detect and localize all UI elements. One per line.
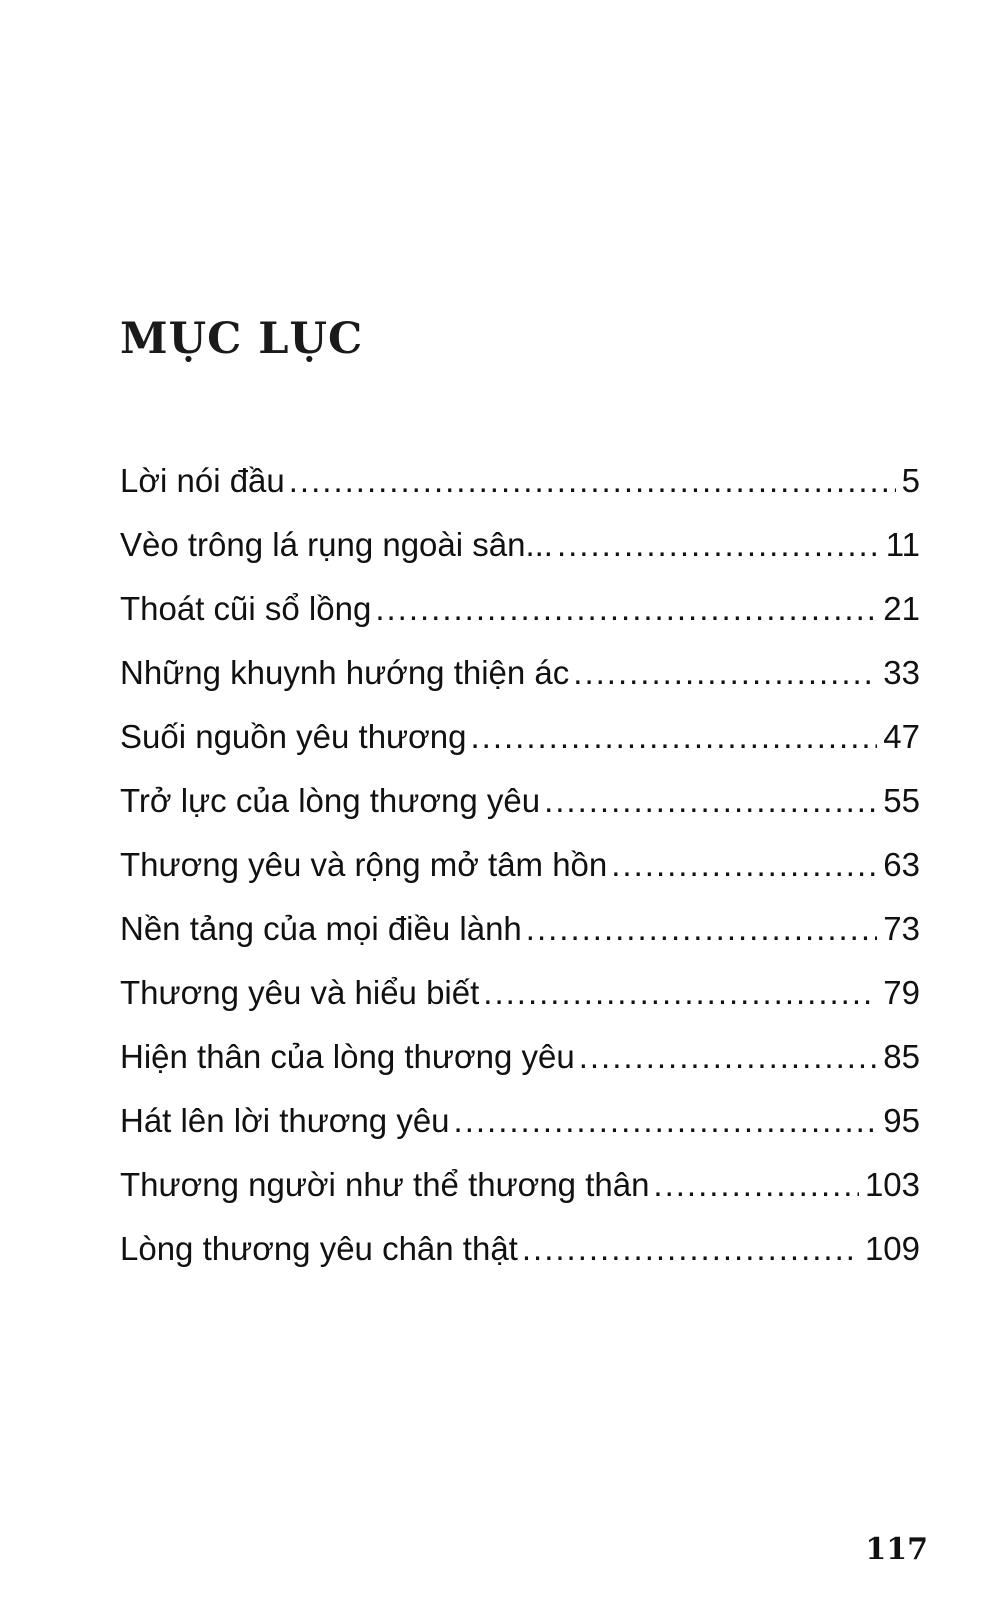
toc-entry-title: Thương yêu và hiểu biết [120, 974, 480, 1011]
toc-entry-page: 11 [885, 526, 920, 563]
toc-entry [120, 590, 920, 654]
toc-entry-title: Hát lên lời thương yêu [120, 1102, 450, 1139]
toc-entry-title: Thoát cũi sổ lồng [120, 590, 372, 627]
dot-leader [289, 462, 896, 500]
toc-entry-page: 85 [883, 1038, 920, 1075]
toc-entry-page: 33 [883, 654, 920, 691]
toc-entry-page: 47 [883, 718, 920, 755]
toc-entry-title: Hiện thân của lòng thương yêu [120, 1038, 575, 1075]
dot-leader [526, 910, 878, 948]
toc-entry [120, 1038, 920, 1102]
toc-entry-title: Suối nguồn yêu thương [120, 718, 467, 755]
toc-entry-page: 5 [901, 462, 920, 499]
toc-entry-page: 109 [864, 1230, 920, 1267]
toc-entry-page: 79 [883, 974, 920, 1011]
dot-leader [579, 1038, 878, 1076]
toc-entry [120, 910, 920, 974]
dot-leader [557, 526, 880, 564]
toc-entry [120, 974, 920, 1038]
toc-entry-title: Lời nói đầu [120, 462, 285, 499]
toc-entry-title: Thương yêu và rộng mở tâm hồn [120, 846, 608, 883]
dot-leader [544, 782, 877, 820]
dot-leader [573, 654, 877, 692]
toc-entry-page: 63 [883, 846, 920, 883]
dot-leader [454, 1102, 878, 1140]
toc-entry-page: 21 [883, 590, 920, 627]
page-title: MỤC LỤC [120, 314, 364, 364]
toc-entry [120, 1102, 920, 1166]
dot-leader [470, 718, 877, 756]
toc-entry [120, 718, 920, 782]
toc-entry [120, 654, 920, 718]
toc-entry [120, 462, 920, 526]
dot-leader [483, 974, 877, 1012]
dot-leader [611, 846, 877, 884]
toc-entry [120, 1230, 920, 1294]
toc-entry [120, 1166, 920, 1230]
toc-entry-title: Thương người như thể thương thân [120, 1166, 650, 1203]
toc-entry-page: 73 [883, 910, 920, 947]
toc-entry-title: Nền tảng của mọi điều lành [120, 910, 522, 947]
toc-entry-page: 103 [864, 1166, 920, 1203]
dot-leader [522, 1230, 859, 1268]
table-of-contents [120, 462, 920, 1294]
toc-entry [120, 526, 920, 590]
toc-entry-title: Những khuynh hướng thiện ác [120, 654, 570, 691]
page-number: 117 [865, 1532, 928, 1567]
toc-entry-title: Trở lực của lòng thương yêu [120, 782, 541, 819]
toc-entry-page: 55 [883, 782, 920, 819]
dot-leader [653, 1166, 859, 1204]
toc-entry-title: Lòng thương yêu chân thật [120, 1230, 518, 1267]
toc-entry [120, 846, 920, 910]
dot-leader [375, 590, 877, 628]
toc-entry [120, 782, 920, 846]
toc-entry-title: Vèo trông lá rụng ngoài sân... [120, 526, 553, 563]
toc-entry-page: 95 [883, 1102, 920, 1139]
